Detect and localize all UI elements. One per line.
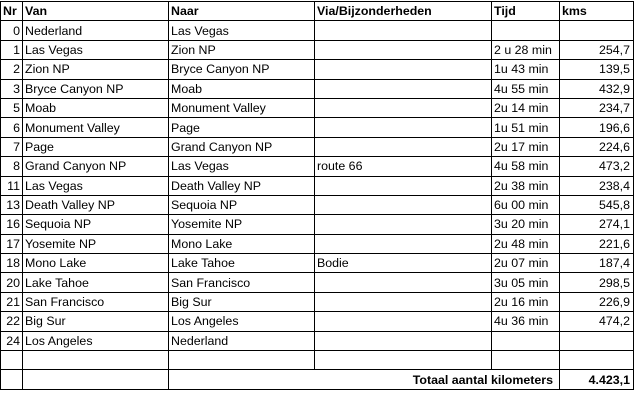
row-naar: Los Angeles bbox=[169, 312, 315, 331]
table-row bbox=[1, 273, 634, 292]
row-tijd: 2u 07 min bbox=[492, 254, 560, 273]
row-van: Nederland bbox=[23, 21, 169, 40]
cell bbox=[1, 351, 23, 370]
row-van: Grand Canyon NP bbox=[23, 157, 169, 176]
cell bbox=[1, 370, 23, 389]
cell bbox=[492, 351, 560, 370]
row-tijd: 2u 38 min bbox=[492, 176, 560, 195]
row-kms: 221,6 bbox=[560, 234, 634, 253]
table-row bbox=[1, 137, 634, 156]
row-naar: Bryce Canyon NP bbox=[169, 60, 315, 79]
row-nr: 18 bbox=[1, 254, 23, 273]
row-tijd: 1u 51 min bbox=[492, 118, 560, 137]
row-nr: 3 bbox=[1, 79, 23, 98]
row-via bbox=[315, 79, 492, 98]
row-via bbox=[315, 40, 492, 59]
header-kms: kms bbox=[560, 2, 634, 21]
row-nr: 22 bbox=[1, 312, 23, 331]
row-tijd: 2u 48 min bbox=[492, 234, 560, 253]
row-nr: 16 bbox=[1, 215, 23, 234]
total-value: 4.423,1 bbox=[560, 370, 634, 389]
total-label: Totaal aantal kilometers bbox=[169, 370, 560, 389]
row-via bbox=[315, 215, 492, 234]
row-kms: 473,2 bbox=[560, 157, 634, 176]
row-nr: 17 bbox=[1, 234, 23, 253]
row-tijd: 3u 05 min bbox=[492, 273, 560, 292]
row-nr: 5 bbox=[1, 98, 23, 117]
row-via bbox=[315, 21, 492, 40]
row-nr: 20 bbox=[1, 273, 23, 292]
row-naar: Page bbox=[169, 118, 315, 137]
row-kms: 196,6 bbox=[560, 118, 634, 137]
header-van: Van bbox=[23, 2, 169, 21]
header-row bbox=[1, 2, 634, 21]
table-row bbox=[1, 195, 634, 214]
itinerary-table bbox=[0, 1, 634, 390]
row-via: Bodie bbox=[315, 254, 492, 273]
row-van: Bryce Canyon NP bbox=[23, 79, 169, 98]
row-tijd bbox=[492, 21, 560, 40]
row-naar: Sequoia NP bbox=[169, 195, 315, 214]
row-via bbox=[315, 292, 492, 311]
row-naar: Lake Tahoe bbox=[169, 254, 315, 273]
row-nr: 1 bbox=[1, 40, 23, 59]
header-naar: Naar bbox=[169, 2, 315, 21]
row-naar: Death Valley NP bbox=[169, 176, 315, 195]
table-row bbox=[1, 79, 634, 98]
row-tijd: 4u 58 min bbox=[492, 157, 560, 176]
row-nr: 7 bbox=[1, 137, 23, 156]
header-via: Via/Bijzonderheden bbox=[315, 2, 492, 21]
row-nr: 2 bbox=[1, 60, 23, 79]
row-van: Zion NP bbox=[23, 60, 169, 79]
row-kms: 254,7 bbox=[560, 40, 634, 59]
row-tijd: 4u 55 min bbox=[492, 79, 560, 98]
table-row bbox=[1, 60, 634, 79]
row-nr: 11 bbox=[1, 176, 23, 195]
row-van: Death Valley NP bbox=[23, 195, 169, 214]
row-van: Las Vegas bbox=[23, 40, 169, 59]
row-via bbox=[315, 60, 492, 79]
row-kms: 226,9 bbox=[560, 292, 634, 311]
row-tijd: 4u 36 min bbox=[492, 312, 560, 331]
table-row bbox=[1, 118, 634, 137]
row-naar: San Francisco bbox=[169, 273, 315, 292]
row-naar: Moab bbox=[169, 79, 315, 98]
row-van: Moab bbox=[23, 98, 169, 117]
header-tijd: Tijd bbox=[492, 2, 560, 21]
row-kms: 432,9 bbox=[560, 79, 634, 98]
row-van: Page bbox=[23, 137, 169, 156]
row-kms: 298,5 bbox=[560, 273, 634, 292]
row-tijd: 2u 17 min bbox=[492, 137, 560, 156]
row-van: San Francisco bbox=[23, 292, 169, 311]
header-nr: Nr bbox=[1, 2, 23, 21]
row-van: Los Angeles bbox=[23, 331, 169, 350]
cell bbox=[560, 351, 634, 370]
row-tijd bbox=[492, 331, 560, 350]
row-naar: Monument Valley bbox=[169, 98, 315, 117]
row-van: Sequoia NP bbox=[23, 215, 169, 234]
table-row bbox=[1, 312, 634, 331]
row-kms: 139,5 bbox=[560, 60, 634, 79]
row-naar: Las Vegas bbox=[169, 21, 315, 40]
itinerary-sheet bbox=[0, 1, 634, 390]
table-row bbox=[1, 215, 634, 234]
row-van: Mono Lake bbox=[23, 254, 169, 273]
row-naar: Big Sur bbox=[169, 292, 315, 311]
row-kms: 474,2 bbox=[560, 312, 634, 331]
row-via bbox=[315, 234, 492, 253]
row-naar: Grand Canyon NP bbox=[169, 137, 315, 156]
table-row bbox=[1, 234, 634, 253]
row-kms: 224,6 bbox=[560, 137, 634, 156]
table-row bbox=[1, 292, 634, 311]
row-kms: 234,7 bbox=[560, 98, 634, 117]
row-via bbox=[315, 176, 492, 195]
empty-row bbox=[1, 351, 634, 370]
row-nr: 0 bbox=[1, 21, 23, 40]
row-kms bbox=[560, 331, 634, 350]
table-row bbox=[1, 98, 634, 117]
table-row bbox=[1, 40, 634, 59]
row-via bbox=[315, 273, 492, 292]
row-nr: 13 bbox=[1, 195, 23, 214]
table-row bbox=[1, 157, 634, 176]
row-tijd: 3u 20 min bbox=[492, 215, 560, 234]
itinerary-rows bbox=[1, 21, 634, 351]
row-via bbox=[315, 331, 492, 350]
row-kms: 545,8 bbox=[560, 195, 634, 214]
row-via bbox=[315, 312, 492, 331]
row-via bbox=[315, 98, 492, 117]
row-nr: 6 bbox=[1, 118, 23, 137]
row-kms: 274,1 bbox=[560, 215, 634, 234]
row-van: Yosemite NP bbox=[23, 234, 169, 253]
row-via bbox=[315, 137, 492, 156]
row-tijd: 2u 16 min bbox=[492, 292, 560, 311]
row-tijd: 2 u 28 min bbox=[492, 40, 560, 59]
row-tijd: 6u 00 min bbox=[492, 195, 560, 214]
table-row bbox=[1, 21, 634, 40]
row-van: Lake Tahoe bbox=[23, 273, 169, 292]
row-naar: Nederland bbox=[169, 331, 315, 350]
cell bbox=[23, 370, 169, 389]
row-van: Las Vegas bbox=[23, 176, 169, 195]
total-row bbox=[1, 370, 634, 389]
row-naar: Zion NP bbox=[169, 40, 315, 59]
row-tijd: 2u 14 min bbox=[492, 98, 560, 117]
row-nr: 8 bbox=[1, 157, 23, 176]
row-via bbox=[315, 195, 492, 214]
row-naar: Las Vegas bbox=[169, 157, 315, 176]
row-naar: Mono Lake bbox=[169, 234, 315, 253]
row-van: Monument Valley bbox=[23, 118, 169, 137]
row-kms: 238,4 bbox=[560, 176, 634, 195]
table-row bbox=[1, 254, 634, 273]
row-via: route 66 bbox=[315, 157, 492, 176]
table-row bbox=[1, 331, 634, 350]
cell bbox=[169, 351, 315, 370]
table-row bbox=[1, 176, 634, 195]
row-via bbox=[315, 118, 492, 137]
cell bbox=[315, 351, 492, 370]
row-naar: Yosemite NP bbox=[169, 215, 315, 234]
row-tijd: 1u 43 min bbox=[492, 60, 560, 79]
row-nr: 24 bbox=[1, 331, 23, 350]
cell bbox=[23, 351, 169, 370]
row-kms: 187,4 bbox=[560, 254, 634, 273]
row-nr: 21 bbox=[1, 292, 23, 311]
row-van: Big Sur bbox=[23, 312, 169, 331]
row-kms bbox=[560, 21, 634, 40]
